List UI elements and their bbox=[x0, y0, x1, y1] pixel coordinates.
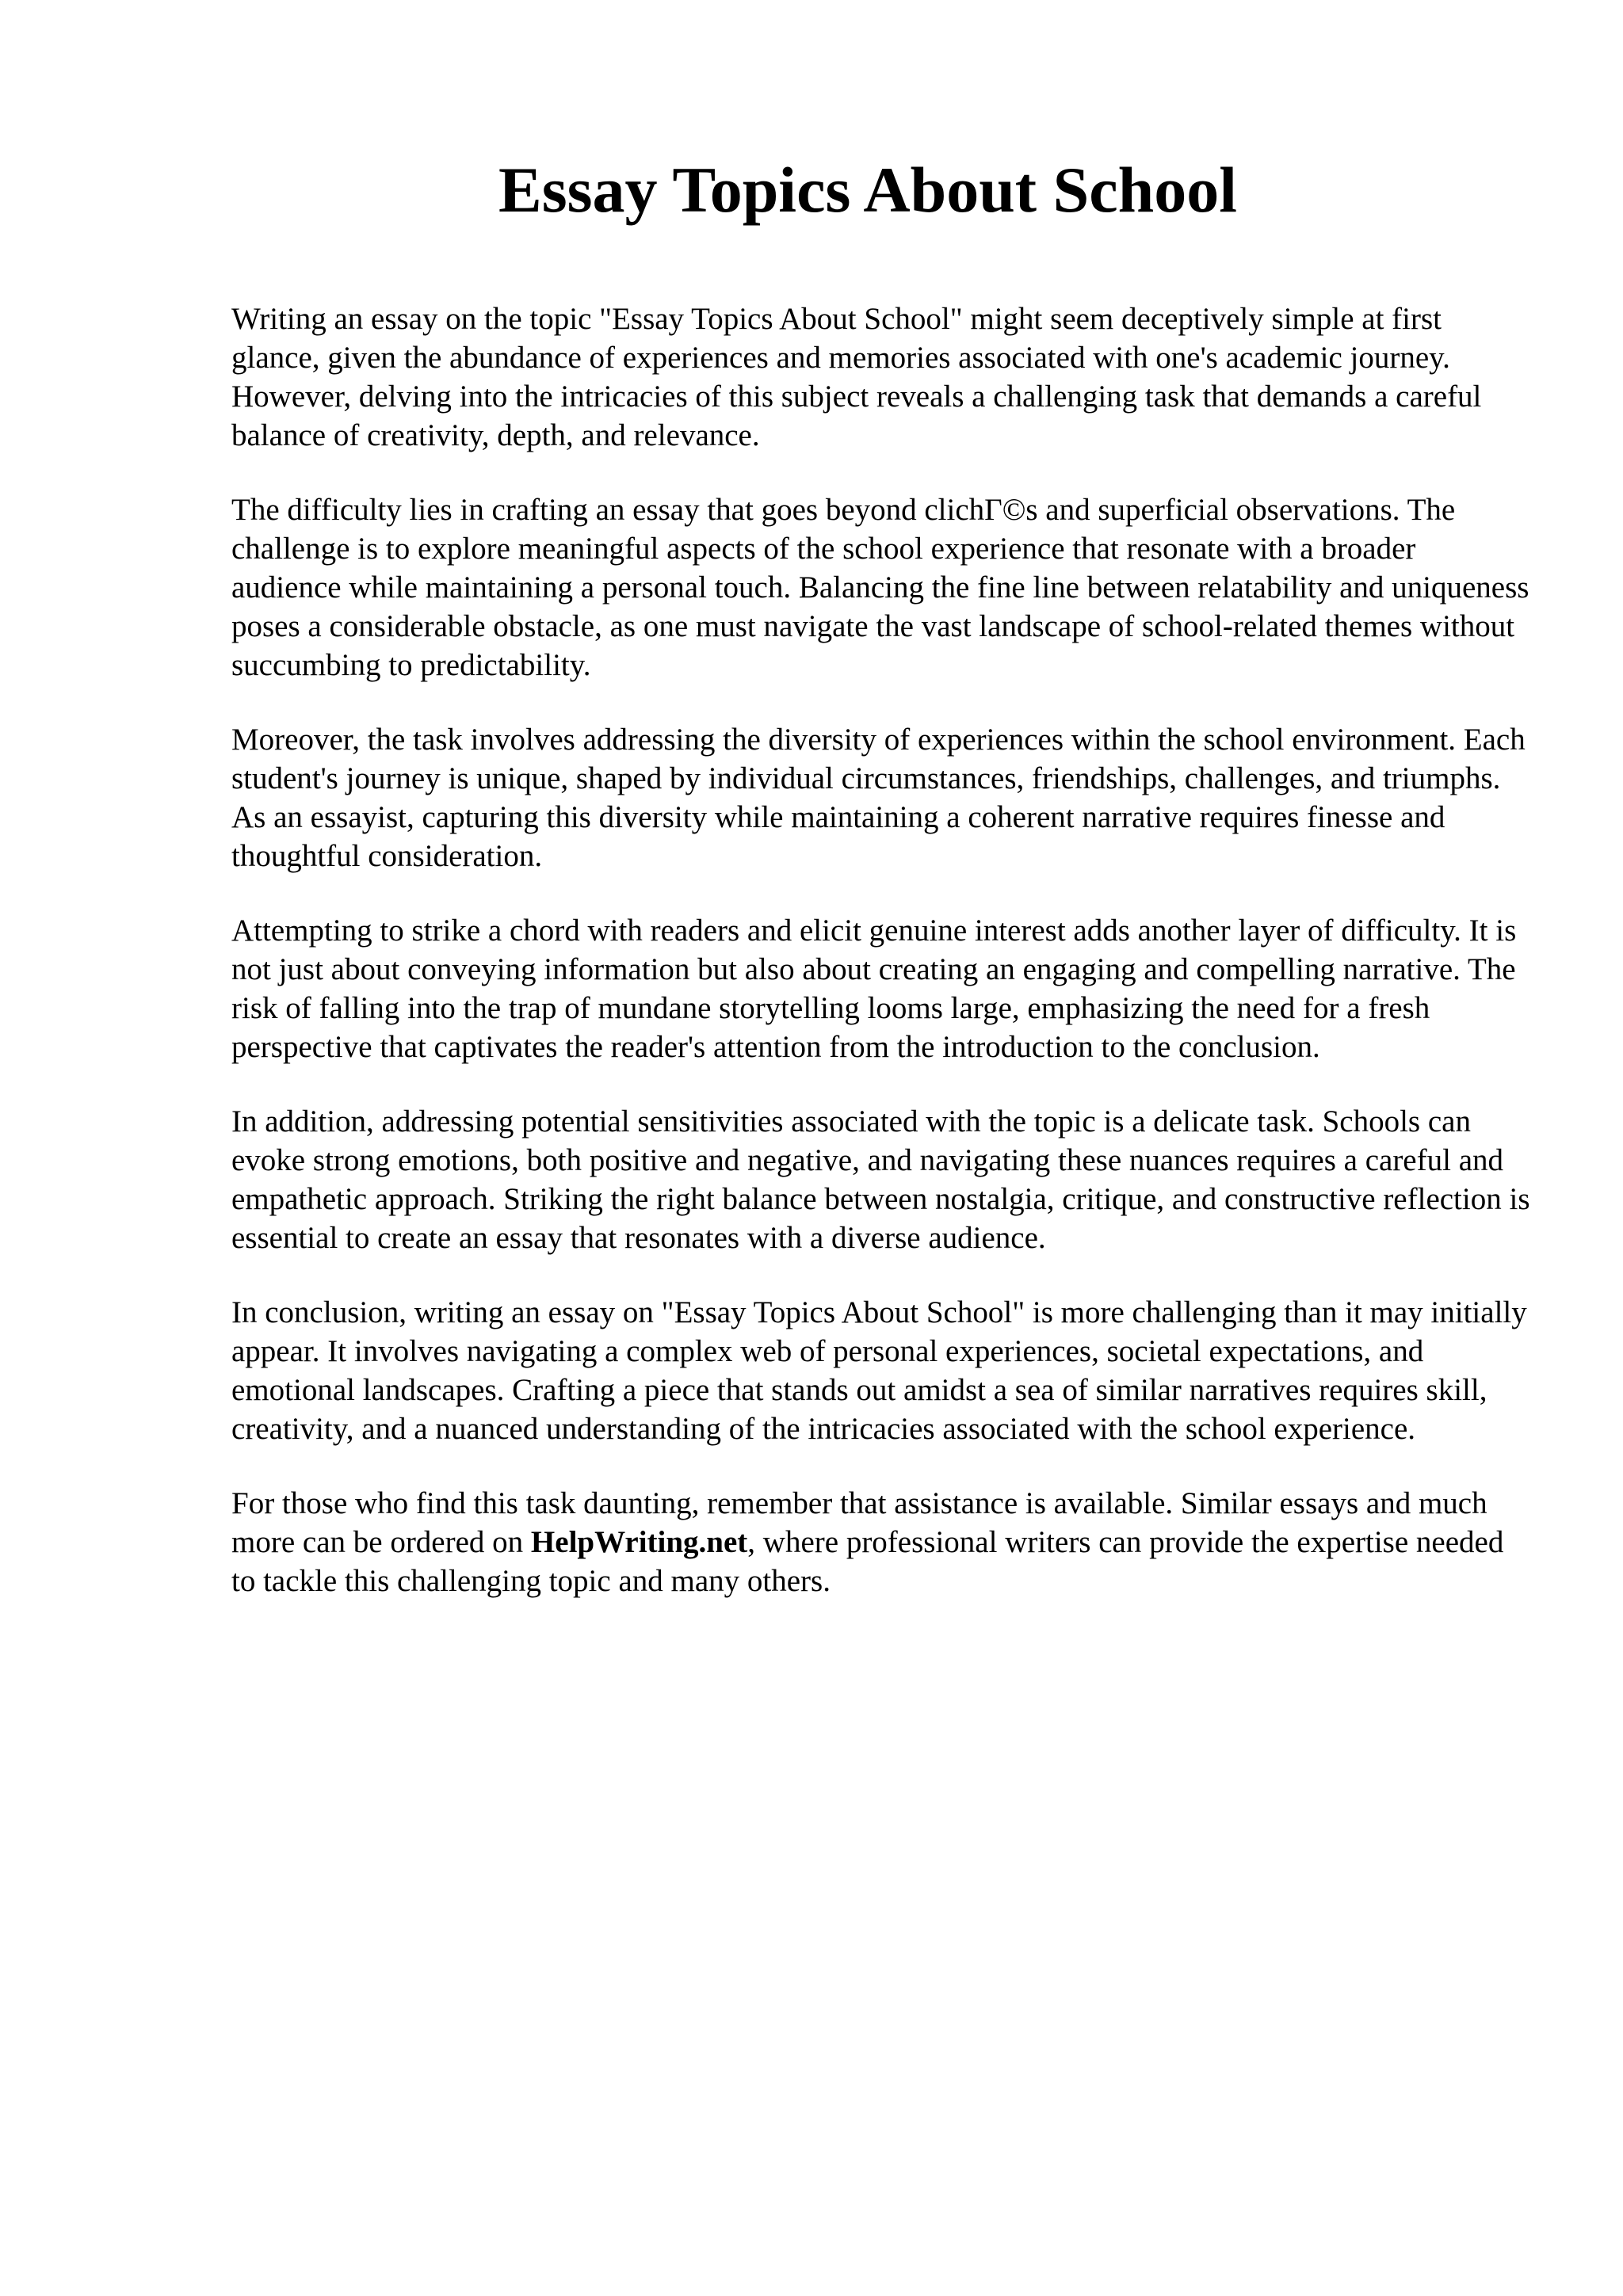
page-title: Essay Topics About School bbox=[498, 154, 1237, 226]
paragraph-6: In conclusion, writing an essay on "Essay Topics About School" is more challenging than it may initially appear. It involves navigating a complex web of personal experiences, societal expectations, and emotional landscapes. Crafting a piece that stands out amidst a sea of similar narratives requires skill, creativity, and a nuanced understanding of the intricacies associated with the school experience. bbox=[231, 1295, 1527, 1446]
paragraph-4: Attempting to strike a chord with readers and elicit genuine interest adds another layer of difficulty. It is not just about conveying information but also about creating an engaging and compelling narrative. The risk of falling into the trap of mundane storytelling looms large, emphasizing the need for a fresh perspective that captivates the reader's attention from the introduction to the conclusion. bbox=[231, 913, 1517, 1064]
paragraph-2: The difficulty lies in crafting an essay that goes beyond clichΓ©s and superficial observations. The challenge is to explore meaningful aspects of the school experience that resonate with a broader audience while maintaining a personal touch. Balancing the fine line between relatability and uniqueness poses a considerable obstacle, as one must navigate the vast landscape of school-related themes without succumbing to predictability. bbox=[231, 493, 1529, 682]
paragraph-5: In addition, addressing potential sensitivities associated with the topic is a delicate task. Schools can evoke strong emotions, both positive and negative, and navigating these nuances requires a careful and empathetic approach. Striking the right balance between nostalgia, critique, and constructive reflection is essential to create an essay that resonates with a diverse audience. bbox=[231, 1104, 1530, 1255]
helpwriting-link[interactable]: HelpWriting.net bbox=[530, 1525, 748, 1559]
closing-paragraph bbox=[231, 1484, 1531, 1600]
essay-body bbox=[231, 299, 1531, 1636]
paragraph-1: Writing an essay on the topic "Essay Topics About School" might seem deceptively simple at first glance, given the abundance of experiences and memories associated with one's academic journey. However, delving into the intricacies of this subject reveals a challenging task that demands a careful balance of creativity, depth, and relevance. bbox=[231, 302, 1482, 452]
paragraph-3: Moreover, the task involves addressing the diversity of experiences within the school environment. Each student's journey is unique, shaped by individual circumstances, friendships, challenges, and triumphs. As an essayist, capturing this diversity while maintaining a coherent narrative requires finesse and thoughtful consideration. bbox=[231, 723, 1526, 873]
closing-text-before: For those who find this task daunting, remember that assistance is available. Similar essays and much more can be ordered on bbox=[231, 1486, 1487, 1559]
closing-text-after: , where professional writers can provide the expertise needed to tackle this challenging topic and many others. bbox=[231, 1525, 1504, 1598]
